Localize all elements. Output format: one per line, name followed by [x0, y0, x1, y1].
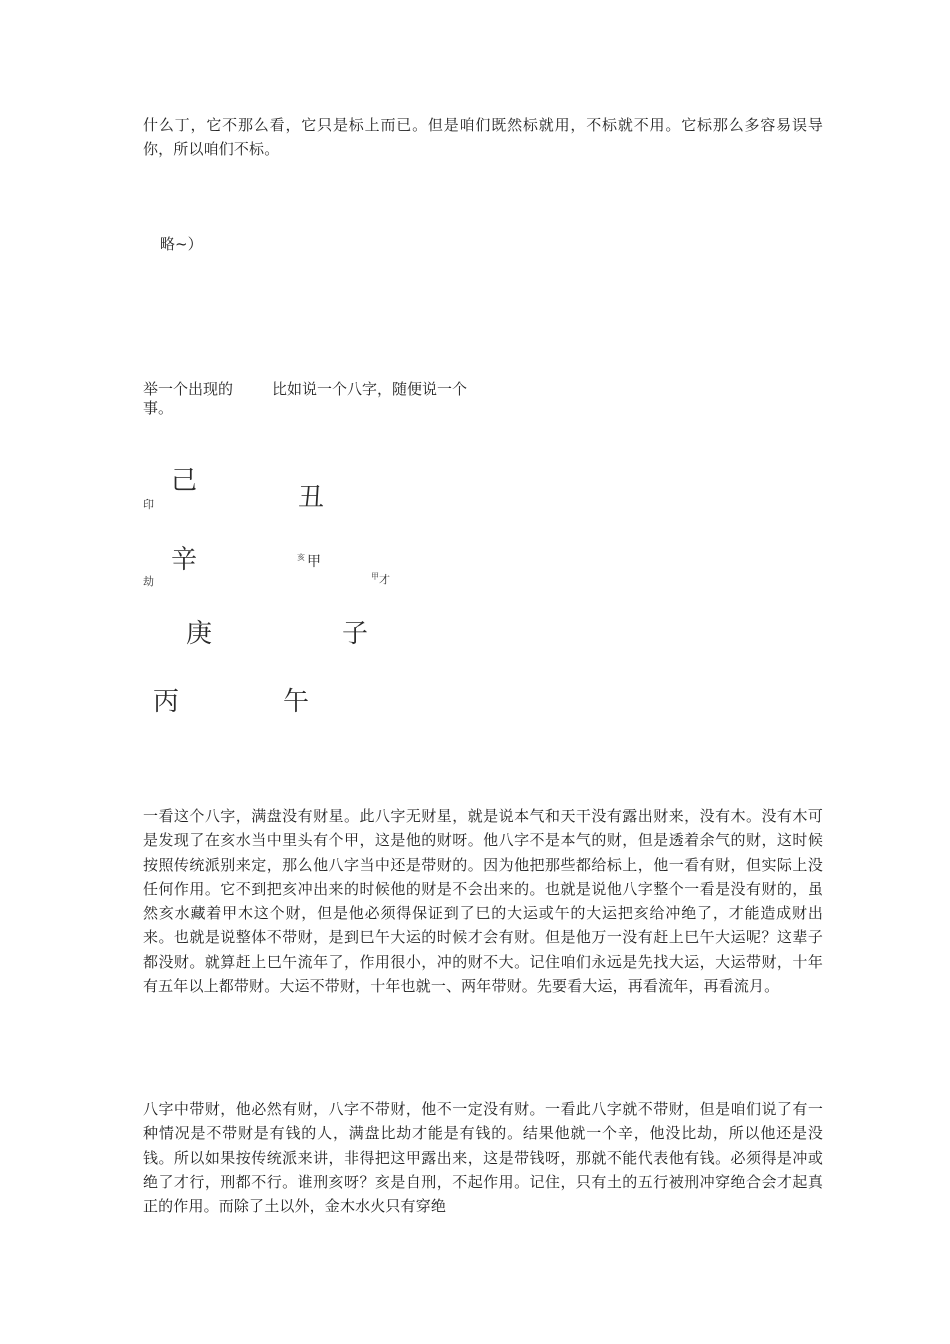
hidden-hai: 亥 — [297, 553, 305, 562]
analysis-paragraph-2: 八字中带财，他必然有财，八字不带财，他不一定没有财。一看此八字就不带财，但是咱们说了有一种情况是不带财是有钱的人，满盘比劫才能是有钱的。结果他就一个辛，他没比劫，所以他还是没钱。所以如果按传统派来讲，非得把这甲露出来，这是带钱呀，那就不能代表他有钱。必须得是冲或绝了才行，刑都不行。谁刑亥呀？亥是自刑，不起作用。记住，只有土的五行被刑冲穿绝合会才起真正的作用。而除了土以外，金木水火只有穿绝 — [143, 1100, 823, 1216]
stem-xin: 辛 — [171, 545, 198, 575]
example-caption-left: 举一个出现的事。 — [143, 380, 234, 417]
branch-chou: 丑 — [298, 483, 325, 513]
label-jia-small: 甲 — [371, 572, 379, 581]
omitted-note: 略~） — [160, 235, 203, 253]
stem-geng: 庚 — [186, 619, 213, 649]
intro-paragraph: 什么丁，它不那么看，它只是标上而已。但是咱们既然标就用，不标就不用。它标那么多容易误导你，所以咱们不标。 — [143, 116, 823, 159]
stem-ji: 己 — [171, 466, 198, 496]
branch-zi: 子 — [342, 619, 369, 649]
label-yin: 印 — [143, 498, 154, 511]
branch-wu: 午 — [283, 687, 310, 717]
example-caption-right: 比如说一个八字，随便说一个 — [272, 380, 468, 398]
label-cai: 才 — [379, 573, 390, 586]
stem-bing: 丙 — [153, 687, 180, 717]
analysis-paragraph-1: 一看这个八字，满盘没有财星。此八字无财星，就是说本气和天干没有露出财来，没有木。没有木可是发现了在亥水当中里头有个甲，这是他的财呀。他八字不是本气的财，但是透着余气的财，这时候按照传统派别来定，那么他八字当中还是带财的。因为他把那些都给标上，他一看有财，但实际上没任何作用。它不到把亥冲出来的时候他的财是不会出来的。也就是说他八字整个一看是没有财的，虽然亥水藏着甲木这个财，但是他必须得保证到了巳的大运或午的大运把亥给冲绝了，才能造成财出来。也就是说整体不带财，是到巳午大运的时候才会有财。但是他万一没有赶上巳午大运呢？这辈子都没财。就算赶上巳午流年了，作用很小，冲的财不大。记住咱们永远是先找大运，大运带财，十年有五年以上都带财。大运不带财，十年也就一、两年带财。先要看大运，再看流年，再看流月。 — [143, 807, 823, 996]
hidden-jia: 甲 — [307, 554, 321, 570]
label-jie: 劫 — [143, 575, 154, 588]
